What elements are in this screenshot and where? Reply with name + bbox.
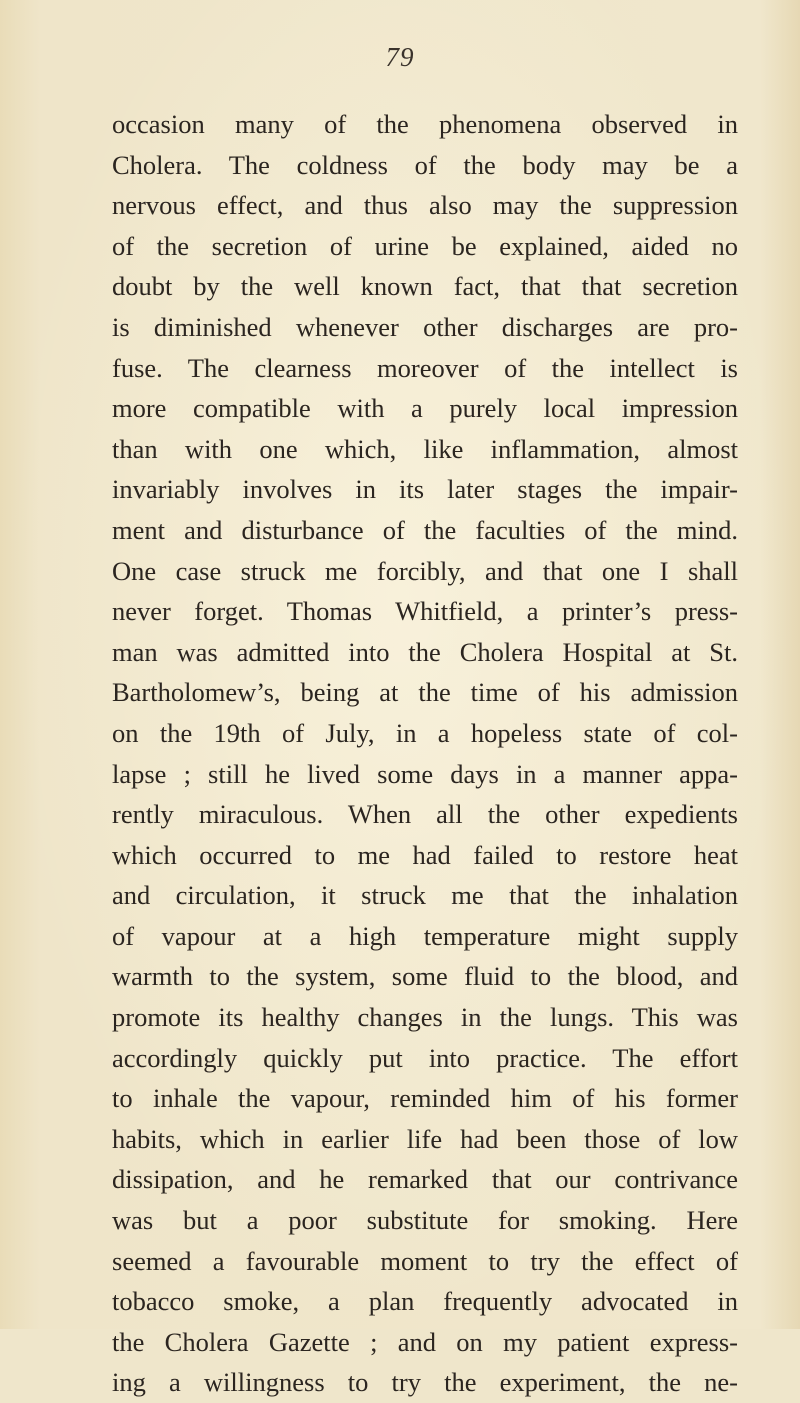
text-line: of the secretion of urine be explained, aided no (112, 230, 738, 261)
text-line: accordingly quickly put into practice. The effort (112, 1042, 738, 1073)
text-line: on the 19th of July, in a hopeless state of col- (112, 717, 738, 748)
text-line: than with one which, like inflammation, almost (112, 433, 738, 464)
text-line: occasion many of the phenomena observed in (112, 109, 738, 139)
text-line: dissipation, and he remarked that our contrivance (112, 1164, 738, 1195)
text-line: ing a willingness to try the experiment, the ne- (112, 1367, 738, 1398)
text-line: more compatible with a purely local impression (112, 393, 738, 424)
text-line: and circulation, it struck me that the inhalation (112, 880, 738, 911)
text-line: fuse. The clearness moreover of the intellect is (112, 352, 738, 383)
page-number: 79 (385, 42, 415, 72)
text-line: was but a poor substitute for smoking. Here (112, 1205, 738, 1236)
text-line: rently miraculous. When all the other expedients (112, 799, 738, 830)
text-line: of vapour at a high temperature might supply (112, 920, 738, 951)
text-line: never forget. Thomas Whitfield, a printer’s press- (112, 596, 738, 627)
text-line: habits, which in earlier life had been those of low (112, 1123, 738, 1154)
body-text (112, 104, 738, 1403)
text-line: seemed a favourable moment to try the effect of (112, 1245, 738, 1276)
text-line: invariably involves in its later stages the impair- (112, 474, 738, 505)
text-line: One case struck me forcibly, and that one I shall (112, 555, 738, 586)
text-line: lapse ; still he lived some days in a manner appa- (112, 758, 738, 789)
text-line: the Cholera Gazette ; and on my patient express- (112, 1326, 738, 1357)
text-line: warmth to the system, some fluid to the blood, and (112, 961, 738, 992)
text-line: which occurred to me had failed to restore heat (112, 839, 738, 870)
text-line: man was admitted into the Cholera Hospital at St. (112, 636, 738, 667)
text-line: nervous effect, and thus also may the suppression (112, 190, 738, 221)
text-line: doubt by the well known fact, that that secretion (112, 271, 738, 302)
text-line: promote its healthy changes in the lungs. This was (112, 1002, 738, 1033)
text-line: to inhale the vapour, reminded him of his former (112, 1083, 738, 1114)
text-line: Cholera. The coldness of the body may be a (112, 149, 738, 180)
text-line: tobacco smoke, a plan frequently advocated in (112, 1286, 738, 1317)
text-line: ment and disturbance of the faculties of the mind. (112, 514, 738, 545)
text-line: Bartholomew’s, being at the time of his admission (112, 677, 738, 708)
text-line: is diminished whenever other discharges are pro- (112, 311, 738, 342)
